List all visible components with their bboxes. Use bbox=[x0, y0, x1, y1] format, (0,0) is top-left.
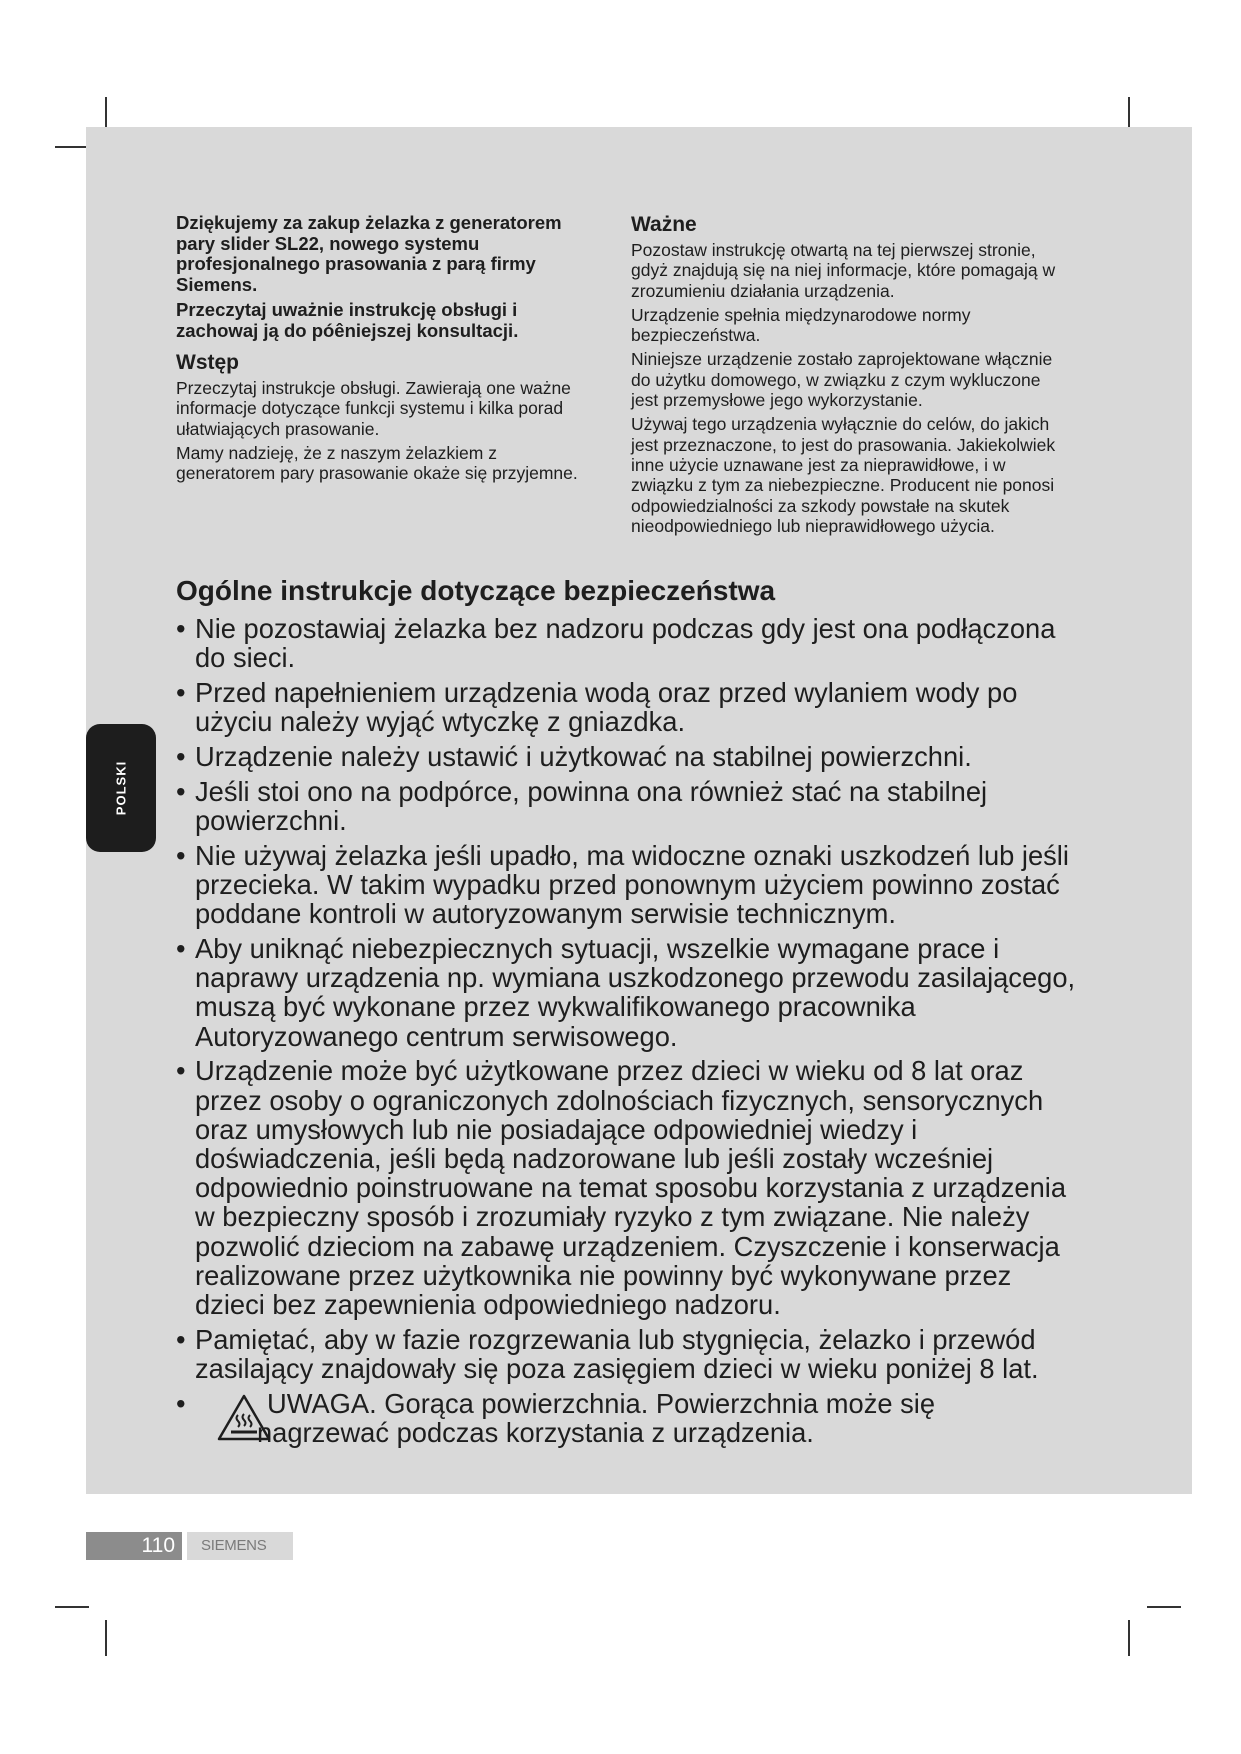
important-heading: Ważne bbox=[631, 213, 697, 236]
list-item-text: Jeśli stoi ono na podpórce, powinna ona również stać na stabilnej powierzchni. bbox=[195, 775, 988, 836]
bullet: • bbox=[176, 1323, 186, 1355]
read-instructions-text: Przeczytaj uważnie instrukcję obsługi i zachowaj ją do póêniejszej konsultacji. bbox=[176, 299, 519, 341]
bullet: • bbox=[176, 839, 186, 871]
list-item bbox=[176, 1056, 1086, 1319]
list-item-text: Nie pozostawiaj żelazka bez nadzoru podczas gdy jest ona podłączona do sieci. bbox=[195, 613, 1056, 674]
list-item bbox=[176, 614, 1086, 672]
language-tab-label: POLSKI bbox=[113, 760, 129, 816]
list-item-text: Aby uniknąć niebezpiecznych sytuacji, wszelkie wymagane prace i naprawy urządzenia np. wymiana uszkodzonego przewodu zasilającego, muszą być wykonane przez wykwalifikowanego pracownika Autoryzowanego centrum serwisowego. bbox=[195, 933, 1076, 1052]
intro-heading: Wstęp bbox=[176, 351, 239, 374]
intro-paragraph-2: Mamy nadzieję, że z naszym żelazkiem z generatorem pary prasowanie okaże się przyjemne. bbox=[176, 442, 578, 484]
brand-label: SIEMENS bbox=[187, 1532, 293, 1560]
language-tab bbox=[86, 724, 156, 852]
safety-title: Ogólne instrukcje dotyczące bezpieczeństwa bbox=[176, 575, 776, 606]
thanks-text: Dziękujemy za zakup żelazka z generatorem pary slider SL22, nowego systemu profesjonalnego prasowania z parą firmy Siemens. bbox=[176, 212, 562, 295]
list-item-text: Urządzenie może być użytkowane przez dzieci w wieku od 8 lat oraz przez osoby o ograniczonych zdolnościach fizycznych, sensorycznych oraz umysłowych lub nie posiadające odpowiedniej wiedzy i doświadczenia, jeśli będą nadzorowane lub jeśli zostały wcześniej odpowiednio poinstruowane na temat sposobu korzystania z urządzenia w bezpieczny sposób i zrozumiały ryzyko z tym związane. Nie należy pozwolić dzieciom na zabawę urządzeniem. Czyszczenie i konserwacja realizowane przez użytkownika nie powinny być wykonywane przez dzieci bez zapewnienia odpowiedniego nadzoru. bbox=[195, 1055, 1067, 1321]
important-paragraph-1: Pozostaw instrukcję otwartą na tej pierwszej stronie, gdyż znajdują się na niej informacje, które pomagają w zrozumieniu działania urządzenia. bbox=[631, 240, 1056, 301]
page-number: 110 bbox=[86, 1532, 182, 1560]
list-item-text: Urządzenie należy ustawić i użytkować na stabilnej powierzchni. bbox=[195, 741, 972, 772]
warning-item bbox=[176, 1389, 1086, 1447]
warning-row bbox=[195, 1389, 1086, 1447]
important-paragraph-3: Niniejsze urządzenie zostało zaprojektowane włącznie do użytku domowego, w związku z czym wykluczone jest przemysłowe jego wykorzystanie. bbox=[631, 349, 1053, 411]
bullet: • bbox=[176, 775, 186, 807]
bullet: • bbox=[176, 933, 186, 964]
list-item-text: Nie używaj żelazka jeśli upadło, ma widoczne oznaki uszkodzeń lub jeśli przecieka. W takim wypadku przed ponownym użyciem powinno zostać poddane kontroli w autoryzowanym serwisie technicznym. bbox=[195, 839, 1069, 930]
crop-mark bbox=[105, 1620, 107, 1656]
important-paragraph-4: Używaj tego urządzenia wyłącznie do celów, do jakich jest przeznaczone, to jest do prasowania. Jakiekolwiek inne użycie uznawane jest za nieprawidłowe, i w związku z tym za niebezpieczne. Producent nie ponosi odpowiedzialności za szkody powstałe na skutek nieodpowiedniego lub nieprawidłowego użycia. bbox=[631, 414, 1056, 536]
bullet: • bbox=[176, 1387, 186, 1419]
crop-mark bbox=[55, 146, 89, 148]
warning-text-line-2: nagrzewać podczas korzystania z urządzenia. bbox=[257, 1417, 814, 1449]
list-item bbox=[176, 1325, 1086, 1383]
intro-paragraph-1: Przeczytaj instrukcje obsługi. Zawierają one ważne informacje dotyczące funkcji systemu i kilka porad ułatwiających prasowanie. bbox=[176, 378, 571, 439]
intro-column bbox=[176, 213, 596, 487]
list-item-text: Przed napełnieniem urządzenia wodą oraz przed wylaniem wody po użyciu należy wyjąć wtyczkę z gniazdka. bbox=[195, 677, 1018, 738]
bullet: • bbox=[176, 677, 186, 708]
list-item bbox=[176, 678, 1086, 736]
important-column bbox=[631, 213, 1071, 540]
safety-list bbox=[176, 614, 1086, 1453]
crop-mark bbox=[1128, 1620, 1130, 1656]
list-item-text: Pamiętać, aby w fazie rozgrzewania lub stygnięcia, żelazko i przewód zasilający znajdowały się poza zasięgiem dzieci w wieku poniżej 8 lat. bbox=[195, 1323, 1039, 1385]
list-item bbox=[176, 777, 1086, 835]
bullet: • bbox=[176, 1055, 186, 1087]
crop-mark bbox=[55, 1606, 89, 1608]
bullet: • bbox=[176, 741, 186, 772]
crop-mark bbox=[1147, 1606, 1181, 1608]
hot-surface-icon bbox=[216, 1393, 272, 1443]
bullet: • bbox=[176, 613, 186, 644]
list-item bbox=[176, 742, 1086, 771]
important-paragraph-2: Urządzenie spełnia międzynarodowe normy bezpieczeństwa. bbox=[631, 304, 971, 346]
list-item bbox=[176, 934, 1086, 1051]
warning-text-line-1: UWAGA. Gorąca powierzchnia. Powierzchnia może się bbox=[267, 1387, 936, 1419]
list-item bbox=[176, 841, 1086, 929]
